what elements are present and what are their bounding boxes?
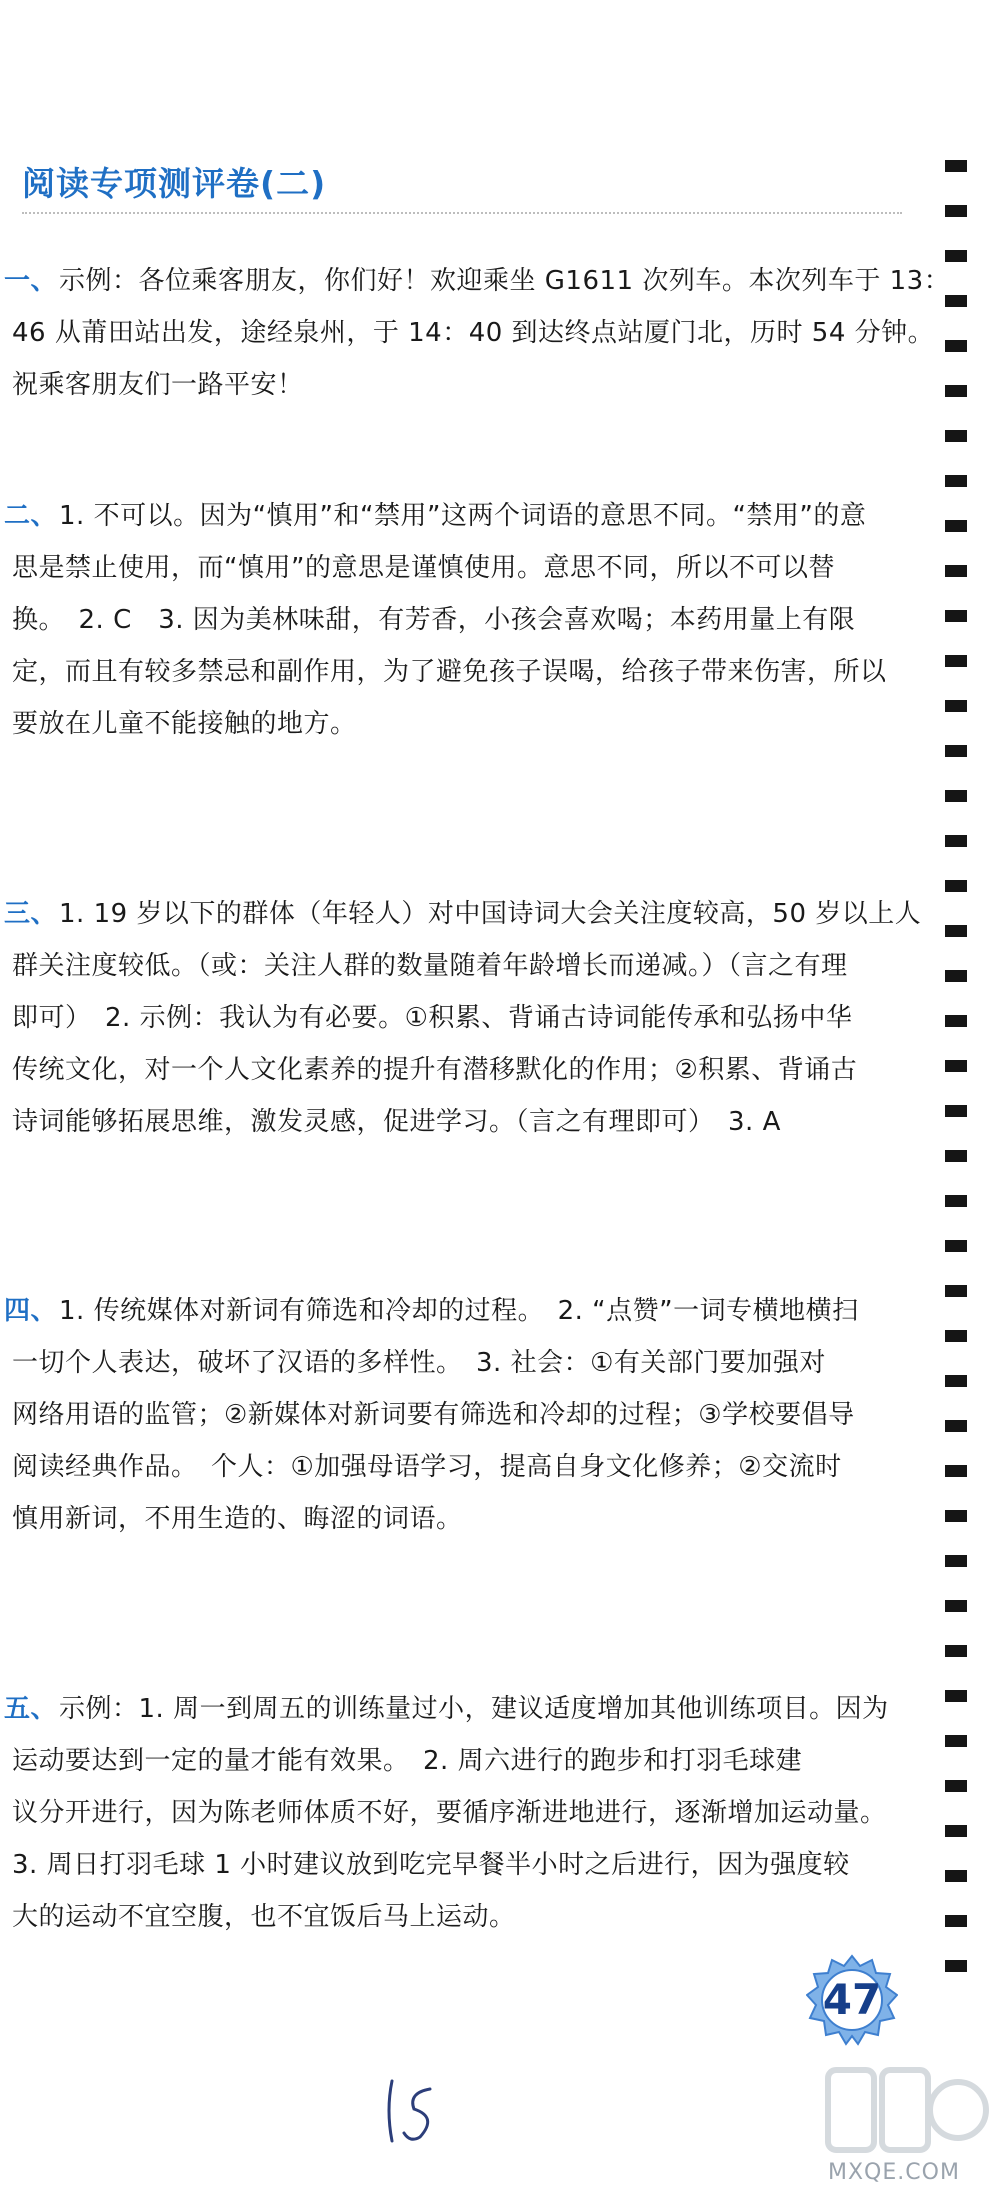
edge-mark [945,1555,967,1567]
edge-mark [945,835,967,847]
edge-mark [945,1735,967,1747]
answer-line: 思是禁止使用，而“慎用”的意思是谨慎使用。意思不同，所以不可以替 [12,553,835,583]
section-number: 三、 [4,899,58,929]
answer-line: 祝乘客朋友们一路平安！ [12,370,304,400]
answer-section-2 [0,490,935,750]
answer-line [0,888,935,940]
answer-line: 定，而且有较多禁忌和副作用，为了避免孩子误喝，给孩子带来伤害，所以 [12,657,887,687]
edge-mark [945,565,967,577]
edge-mark [945,880,967,892]
edge-mark [945,1645,967,1657]
answer-line: 议分开进行，因为陈老师体质不好，要循序渐进地进行，逐渐增加运动量。 [12,1798,887,1828]
section-number: 一、 [4,266,58,296]
answer-line: 诗词能够拓展思维，激发灵感，促进学习。（言之有理即可） 3. A [12,1107,781,1137]
answer-text: 1. 19 岁以下的群体（年轻人）对中国诗词大会关注度较高，50 岁以上人 [59,899,922,929]
edge-mark [945,1960,967,1972]
answer-text: 1. 传统媒体对新词有筛选和冷却的过程。 2. “点赞”一词专横地横扫 [59,1296,859,1326]
edge-mark [945,790,967,802]
edge-mark [945,925,967,937]
edge-mark [945,430,967,442]
edge-mark [945,1105,967,1117]
edge-mark [945,475,967,487]
watermark-url: MXQE.COM [828,2160,960,2185]
page-number: 47 [822,1975,882,2024]
edge-mark [945,1060,967,1072]
edge-mark [945,1195,967,1207]
page-number-badge [806,1954,898,2046]
edge-mark [945,1780,967,1792]
edge-mark [945,1285,967,1297]
page-title: 阅读专项测评卷(二) [22,164,327,203]
handwriting-icon [380,2075,450,2150]
edge-mark [945,205,967,217]
edge-mark [945,1420,967,1432]
answer-line: 一切个人表达，破坏了汉语的多样性。 3. 社会：①有关部门要加强对 [12,1348,826,1378]
answer-line: 网络用语的监管；②新媒体对新词要有筛选和冷却的过程；③学校要倡导 [12,1400,855,1430]
edge-mark [945,160,967,172]
answer-line: 即可） 2. 示例：我认为有必要。①积累、背诵古诗词能传承和弘扬中华 [12,1003,853,1033]
answer-line: 群关注度较低。（或：关注人群的数量随着年龄增长而递减。）（言之有理 [12,951,848,981]
answer-line [0,255,951,307]
answer-text: 示例：1. 周一到周五的训练量过小，建议适度增加其他训练项目。因为 [59,1694,889,1724]
answer-text: 1. 不可以。因为“慎用”和“禁用”这两个词语的意思不同。“禁用”的意 [59,501,867,531]
edge-mark [945,1015,967,1027]
edge-mark [945,385,967,397]
edge-mark [945,655,967,667]
edge-mark [945,1240,967,1252]
answer-line: 大的运动不宜空腹，也不宜饭后马上运动。 [12,1902,516,1932]
answer-line: 阅读经典作品。 个人：①加强母语学习，提高自身文化修养；②交流时 [12,1452,842,1482]
answer-line: 运动要达到一定的量才能有效果。 2. 周六进行的跑步和打羽毛球建 [12,1746,803,1776]
watermark-icon [820,2060,990,2170]
edge-mark [945,1150,967,1162]
answer-line: 46 从莆田站出发，途经泉州，于 14：40 到达终点站厦门北，历时 54 分钟。 [12,318,935,348]
edge-mark [945,340,967,352]
edge-mark [945,295,967,307]
edge-mark [945,1690,967,1702]
edge-mark [945,1600,967,1612]
answer-section-3 [0,888,935,1148]
edge-mark [945,250,967,262]
answer-text: 示例：各位乘客朋友，你们好！欢迎乘坐 G1611 次列车。本次列车于 13： [59,266,951,296]
section-number: 五、 [4,1694,58,1724]
edge-mark [945,1915,967,1927]
edge-mark [945,970,967,982]
answer-section-5 [0,1683,935,1943]
answer-line [0,1683,935,1735]
answer-section-1 [0,255,951,411]
edge-mark [945,1825,967,1837]
answer-line [0,1285,935,1337]
edge-marks [945,160,967,2005]
answer-line: 3. 周日打羽毛球 1 小时建议放到吃完早餐半小时之后进行，因为强度较 [12,1850,850,1880]
section-number: 二、 [4,501,58,531]
handwritten-mark [380,2075,450,2154]
edge-mark [945,1465,967,1477]
edge-mark [945,1510,967,1522]
answer-line [0,490,935,542]
section-number: 四、 [4,1296,58,1326]
edge-mark [945,610,967,622]
title-divider [22,212,902,214]
edge-mark [945,745,967,757]
answer-line: 换。 2. C 3. 因为美林味甜，有芳香，小孩会喜欢喝；本药用量上有限 [12,605,856,635]
edge-mark [945,1870,967,1882]
answer-section-4 [0,1285,935,1545]
edge-mark [945,1375,967,1387]
edge-mark [945,700,967,712]
edge-mark [945,520,967,532]
answer-line: 要放在儿童不能接触的地方。 [12,709,357,739]
edge-mark [945,1330,967,1342]
answer-line: 传统文化，对一个人文化素养的提升有潜移默化的作用；②积累、背诵古 [12,1055,858,1085]
answer-line: 慎用新词，不用生造的、晦涩的词语。 [12,1504,463,1534]
